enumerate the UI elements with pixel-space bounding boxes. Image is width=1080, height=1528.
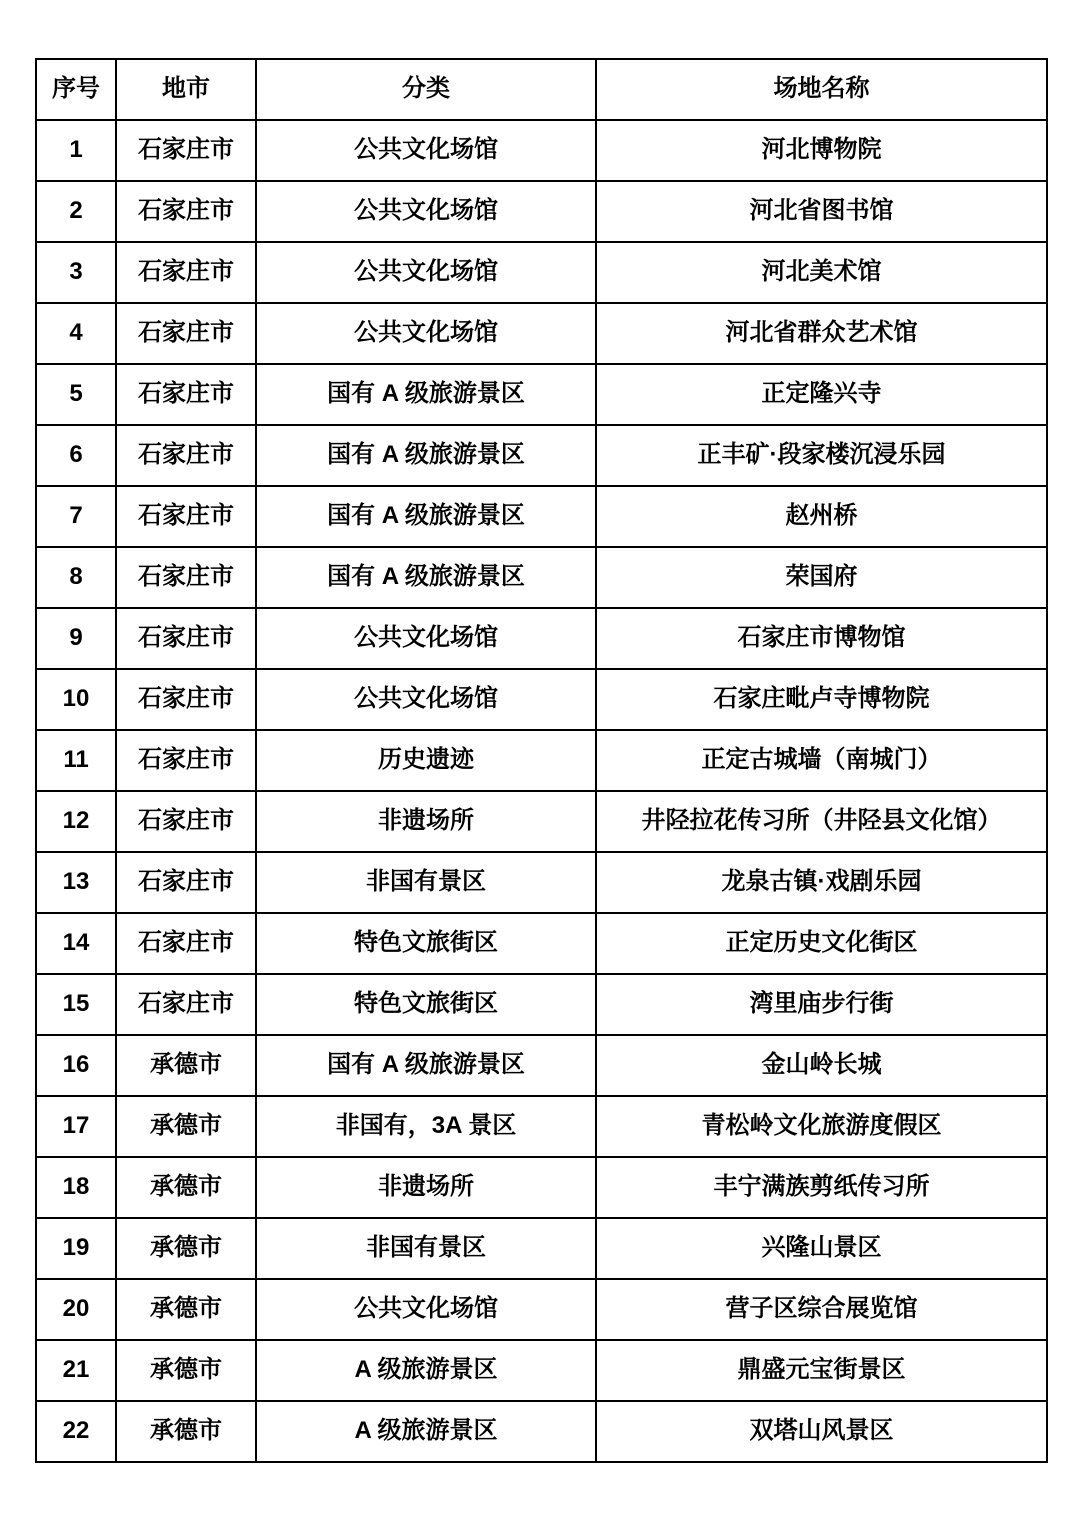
cell-venue: 鼎盛元宝街景区 (596, 1340, 1047, 1401)
cell-city: 石家庄市 (116, 791, 256, 852)
table-row (36, 1218, 1047, 1279)
header-cell-venue: 场地名称 (596, 59, 1047, 120)
cell-venue: 石家庄毗卢寺博物院 (596, 669, 1047, 730)
cell-city: 石家庄市 (116, 913, 256, 974)
table-row (36, 1035, 1047, 1096)
cell-city: 承德市 (116, 1218, 256, 1279)
cell-city: 石家庄市 (116, 974, 256, 1035)
cell-category: 非国有景区 (256, 1218, 596, 1279)
table-row (36, 1279, 1047, 1340)
cell-no: 14 (36, 913, 116, 974)
cell-venue: 丰宁满族剪纸传习所 (596, 1157, 1047, 1218)
cell-category: 公共文化场馆 (256, 669, 596, 730)
cell-city: 承德市 (116, 1340, 256, 1401)
table-row (36, 791, 1047, 852)
cell-no: 11 (36, 730, 116, 791)
cell-city: 承德市 (116, 1279, 256, 1340)
cell-category: 公共文化场馆 (256, 181, 596, 242)
cell-no: 16 (36, 1035, 116, 1096)
cell-venue: 井陉拉花传习所（井陉县文化馆） (596, 791, 1047, 852)
cell-category: 历史遗迹 (256, 730, 596, 791)
cell-venue: 河北美术馆 (596, 242, 1047, 303)
cell-no: 2 (36, 181, 116, 242)
cell-no: 13 (36, 852, 116, 913)
table-row (36, 120, 1047, 181)
table-row (36, 1401, 1047, 1462)
cell-category: 国有 A 级旅游景区 (256, 1035, 596, 1096)
cell-no: 12 (36, 791, 116, 852)
table-row (36, 486, 1047, 547)
cell-no: 8 (36, 547, 116, 608)
cell-no: 7 (36, 486, 116, 547)
table-row (36, 913, 1047, 974)
cell-no: 18 (36, 1157, 116, 1218)
cell-city: 石家庄市 (116, 852, 256, 913)
cell-venue: 正定历史文化街区 (596, 913, 1047, 974)
cell-category: 非国有景区 (256, 852, 596, 913)
cell-no: 22 (36, 1401, 116, 1462)
cell-category: 公共文化场馆 (256, 1279, 596, 1340)
cell-no: 4 (36, 303, 116, 364)
table-body (36, 120, 1047, 1462)
cell-venue: 青松岭文化旅游度假区 (596, 1096, 1047, 1157)
cell-city: 承德市 (116, 1035, 256, 1096)
table-row (36, 730, 1047, 791)
table-row (36, 425, 1047, 486)
cell-city: 石家庄市 (116, 730, 256, 791)
cell-no: 10 (36, 669, 116, 730)
cell-city: 石家庄市 (116, 425, 256, 486)
table-row (36, 852, 1047, 913)
cell-city: 承德市 (116, 1096, 256, 1157)
cell-no: 21 (36, 1340, 116, 1401)
cell-venue: 湾里庙步行街 (596, 974, 1047, 1035)
cell-venue: 正定古城墙（南城门） (596, 730, 1047, 791)
cell-no: 5 (36, 364, 116, 425)
cell-city: 石家庄市 (116, 303, 256, 364)
cell-no: 9 (36, 608, 116, 669)
table-row (36, 242, 1047, 303)
cell-category: 国有 A 级旅游景区 (256, 364, 596, 425)
cell-no: 15 (36, 974, 116, 1035)
cell-no: 17 (36, 1096, 116, 1157)
cell-no: 6 (36, 425, 116, 486)
venues-table (35, 58, 1048, 1463)
cell-city: 石家庄市 (116, 364, 256, 425)
cell-category: 公共文化场馆 (256, 242, 596, 303)
header-row (36, 59, 1047, 120)
table-row (36, 669, 1047, 730)
cell-venue: 双塔山风景区 (596, 1401, 1047, 1462)
cell-category: 公共文化场馆 (256, 120, 596, 181)
cell-category: 国有 A 级旅游景区 (256, 547, 596, 608)
cell-city: 石家庄市 (116, 181, 256, 242)
table-row (36, 1157, 1047, 1218)
cell-venue: 正定隆兴寺 (596, 364, 1047, 425)
table-row (36, 364, 1047, 425)
table-row (36, 547, 1047, 608)
cell-category: 国有 A 级旅游景区 (256, 486, 596, 547)
cell-category: 国有 A 级旅游景区 (256, 425, 596, 486)
cell-venue: 营子区综合展览馆 (596, 1279, 1047, 1340)
cell-category: 公共文化场馆 (256, 303, 596, 364)
cell-category: 非遗场所 (256, 791, 596, 852)
cell-venue: 龙泉古镇·戏剧乐园 (596, 852, 1047, 913)
cell-category: 非国有，3A 景区 (256, 1096, 596, 1157)
table-header (36, 59, 1047, 120)
cell-no: 1 (36, 120, 116, 181)
cell-venue: 赵州桥 (596, 486, 1047, 547)
table-row (36, 181, 1047, 242)
cell-no: 19 (36, 1218, 116, 1279)
cell-venue: 兴隆山景区 (596, 1218, 1047, 1279)
cell-category: A 级旅游景区 (256, 1340, 596, 1401)
cell-category: 非遗场所 (256, 1157, 596, 1218)
cell-venue: 正丰矿·段家楼沉浸乐园 (596, 425, 1047, 486)
table-row (36, 303, 1047, 364)
cell-no: 3 (36, 242, 116, 303)
cell-no: 20 (36, 1279, 116, 1340)
cell-city: 石家庄市 (116, 120, 256, 181)
cell-city: 石家庄市 (116, 669, 256, 730)
cell-venue: 河北博物院 (596, 120, 1047, 181)
cell-category: 特色文旅街区 (256, 974, 596, 1035)
header-cell-category: 分类 (256, 59, 596, 120)
table-row (36, 1096, 1047, 1157)
table-row (36, 608, 1047, 669)
cell-venue: 石家庄市博物馆 (596, 608, 1047, 669)
cell-city: 石家庄市 (116, 547, 256, 608)
cell-category: 公共文化场馆 (256, 608, 596, 669)
cell-venue: 河北省群众艺术馆 (596, 303, 1047, 364)
cell-city: 承德市 (116, 1157, 256, 1218)
header-cell-no: 序号 (36, 59, 116, 120)
cell-city: 石家庄市 (116, 486, 256, 547)
header-cell-city: 地市 (116, 59, 256, 120)
table-row (36, 974, 1047, 1035)
cell-city: 承德市 (116, 1401, 256, 1462)
table-row (36, 1340, 1047, 1401)
cell-city: 石家庄市 (116, 608, 256, 669)
cell-category: A 级旅游景区 (256, 1401, 596, 1462)
cell-venue: 金山岭长城 (596, 1035, 1047, 1096)
cell-venue: 荣国府 (596, 547, 1047, 608)
cell-city: 石家庄市 (116, 242, 256, 303)
cell-venue: 河北省图书馆 (596, 181, 1047, 242)
cell-category: 特色文旅街区 (256, 913, 596, 974)
